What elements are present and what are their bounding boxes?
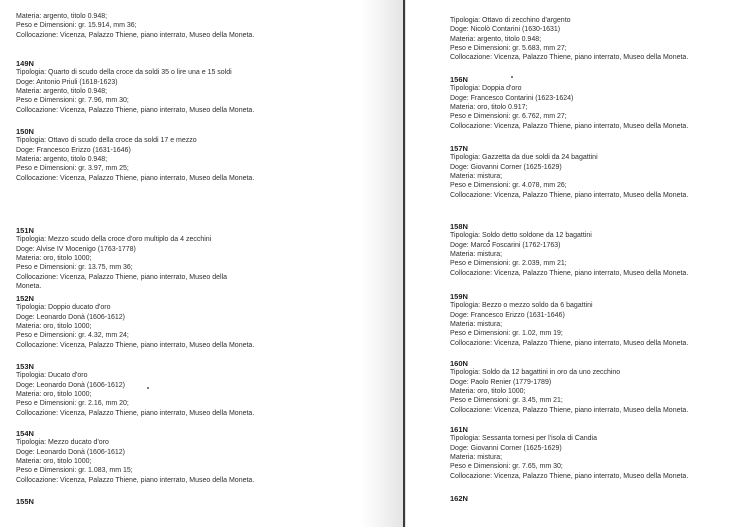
entry-line: Peso e Dimensioni: gr. 1.083, mm 15;: [16, 467, 133, 475]
entry-line: Tipologia: Doppia d'oro: [450, 85, 522, 93]
entry-line: Materia: mistura;: [450, 173, 503, 181]
entry-line: Doge: Francesco Contarini (1623-1624): [450, 94, 574, 102]
entry-line: Tipologia: Soldo da 12 bagattini in oro da uno zecchino: [450, 369, 621, 377]
entry-number: 162N: [450, 494, 468, 503]
entry-line: Materia: argento, titolo 0.948;: [16, 88, 108, 96]
entry-line: Peso e Dimensioni: gr. 7.65, mm 30;: [450, 463, 563, 471]
entry-line: Tipologia: Bezzo o mezzo soldo da 6 bagattini: [450, 302, 593, 310]
entry-line: Collocazione: Vicenza, Palazzo Thiene, piano interrato, Museo della Moneta.: [16, 31, 255, 39]
entry-number: 150N: [16, 127, 34, 136]
entry-line: Materia: argento, titolo 0.948;: [16, 156, 108, 164]
entry-number: 160N: [450, 359, 468, 368]
entry-line: Tipologia: Mezzo ducato d'oro: [16, 439, 109, 447]
entry-line: Collocazione: Vicenza, Palazzo Thiene, piano interrato, Museo della Moneta.: [450, 191, 689, 199]
entry-line: Materia: oro, titolo 0.917;: [450, 104, 528, 112]
entry-line: Peso e Dimensioni: gr. 2.039, mm 21;: [450, 260, 567, 268]
entry-line: Collocazione: Vicenza, Palazzo Thiene, piano interrato, Museo della Moneta.: [16, 174, 255, 182]
entry-line: Materia: mistura;: [450, 454, 503, 462]
entry-line: Tipologia: Ducato d'oro: [16, 372, 88, 380]
entry-line: Materia: oro, titolo 1000;: [16, 458, 92, 466]
entry-line: Peso e Dimensioni: gr. 6.762, mm 27;: [450, 113, 567, 121]
entry-line: Tipologia: Mezzo scudo della croce d'oro multiplo da 4 zecchini: [16, 236, 212, 244]
entry-line: Collocazione: Vicenza, Palazzo Thiene, piano interrato, Museo della Moneta.: [16, 106, 255, 114]
entry-line: Collocazione: Vicenza, Palazzo Thiene, piano interrato, Museo della Moneta.: [450, 269, 689, 277]
entry-line: Peso e Dimensioni: gr. 2.16, mm 20;: [16, 400, 129, 408]
entry-line: Peso e Dimensioni: gr. 1.02, mm 19;: [450, 330, 563, 338]
entry-number: 161N: [450, 425, 468, 434]
page-gutter: [360, 0, 406, 527]
entry-line: Peso e Dimensioni: gr. 3.97, mm 25;: [16, 165, 129, 173]
entry-number: 157N: [450, 144, 468, 153]
entry-line: Collocazione: Vicenza, Palazzo Thiene, piano interrato, Museo della Moneta.: [16, 476, 255, 484]
entry-line: Peso e Dimensioni: gr. 4.078, mm 26;: [450, 182, 567, 190]
entry-number: 154N: [16, 429, 34, 438]
entry-line: Doge: Francesco Erizzo (1631-1646): [450, 311, 565, 319]
entry-line: Doge: Antonio Priuli (1618-1623): [16, 78, 118, 86]
entry-line: Tipologia: Soldo detto soldone da 12 bagattini: [450, 232, 592, 240]
entry-line: Peso e Dimensioni: gr. 15.914, mm 36;: [16, 22, 137, 30]
entry-line: Tipologia: Sessanta tornesi per l'isola di Candia: [450, 435, 597, 443]
entry-line: Materia: oro, titolo 1000;: [16, 391, 92, 399]
entry-line: Tipologia: Gazzetta da due soldi da 24 bagattini: [450, 154, 598, 162]
entry-line: Tipologia: Ottavo di zecchino d'argento: [450, 17, 571, 24]
scan-speck: [511, 76, 513, 78]
entry-line: Doge: Leonardo Donà (1606-1612): [16, 313, 125, 321]
entry-line: Peso e Dimensioni: gr. 3.45, mm 21;: [450, 397, 563, 405]
entry-line: Collocazione: Vicenza, Palazzo Thiene, piano interrato, Museo della Moneta.: [450, 122, 689, 130]
page-edge-line: [403, 0, 405, 527]
scan-speck: [147, 387, 149, 389]
entry-line: Doge: Leonardo Donà (1606-1612): [16, 381, 125, 389]
entry-line: Doge: Leonardo Donà (1606-1612): [16, 448, 125, 456]
entry-number: 151N: [16, 226, 34, 235]
entry-line: Doge: Giovanni Corner (1625-1629): [450, 163, 562, 171]
entry-line: Doge: Paolo Renier (1779-1789): [450, 378, 552, 386]
entry-number: 153N: [16, 362, 34, 371]
entry-line: Materia: mistura;: [450, 321, 503, 329]
entry-line: Doge: Francesco Erizzo (1631-1646): [16, 146, 131, 154]
entry-line: Peso e Dimensioni: gr. 7.96, mm 30;: [16, 97, 129, 105]
entry-line: Materia: argento, titolo 0.948;: [16, 13, 108, 20]
entry-line: Materia: oro, titolo 1000;: [16, 323, 92, 331]
entry-number: 149N: [16, 59, 34, 68]
entry-line: Collocazione: Vicenza, Palazzo Thiene, piano interrato, Museo della Moneta.: [450, 406, 689, 414]
entry-line: Doge: Alvise IV Mocenigo (1763-1778): [16, 245, 136, 253]
entry-line: Collocazione: Vicenza, Palazzo Thiene, piano interrato, Museo della Moneta.: [450, 339, 689, 347]
entry-line: Collocazione: Vicenza, Palazzo Thiene, piano interrato, Museo della Moneta.: [16, 341, 255, 349]
scan-speck: [488, 240, 490, 242]
entry-line: Tipologia: Quarto di scudo della croce da soldi 35 o lire una e 15 soldi: [16, 69, 232, 77]
entry-line: Materia: mistura;: [450, 251, 503, 259]
entry-line: Doge: Marco Foscarini (1762-1763): [450, 241, 561, 249]
entry-number: 152N: [16, 294, 34, 303]
left-page: [0, 0, 360, 527]
entry-line: Materia: oro, titolo 1000;: [450, 388, 526, 396]
entry-line: Collocazione: Vicenza, Palazzo Thiene, piano interrato, Museo della Moneta.: [450, 54, 689, 62]
entry-line: Tipologia: Doppio ducato d'oro: [16, 304, 111, 312]
entry-number: 156N: [450, 75, 468, 84]
entry-line: Collocazione: Vicenza, Palazzo Thiene, piano interrato, Museo della: [16, 273, 228, 281]
entry-line: Peso e Dimensioni: gr. 5.683, mm 27;: [450, 45, 567, 53]
entry-line: Peso e Dimensioni: gr. 13.75, mm 36;: [16, 264, 133, 272]
entry-line: Materia: argento, titolo 0.948;: [450, 35, 542, 43]
entry-line: Tipologia: Ottavo di scudo della croce da soldi 17 e mezzo: [16, 137, 197, 145]
entry-line: Doge: Nicolò Contarini (1630-1631): [450, 26, 561, 34]
entry-line: Peso e Dimensioni: gr. 4.32, mm 24;: [16, 332, 129, 340]
entry-line: Materia: oro, titolo 1000;: [16, 255, 92, 263]
entry-line: Moneta.: [16, 283, 42, 291]
right-page: [406, 0, 738, 527]
entry-line: Collocazione: Vicenza, Palazzo Thiene, piano interrato, Museo della Moneta.: [450, 472, 689, 480]
entry-number: 158N: [450, 222, 468, 231]
entry-number: 155N: [16, 497, 34, 506]
entry-number: 159N: [450, 292, 468, 301]
entry-line: Collocazione: Vicenza, Palazzo Thiene, piano interrato, Museo della Moneta.: [16, 409, 255, 417]
entry-line: Doge: Giovanni Corner (1625-1629): [450, 444, 562, 452]
